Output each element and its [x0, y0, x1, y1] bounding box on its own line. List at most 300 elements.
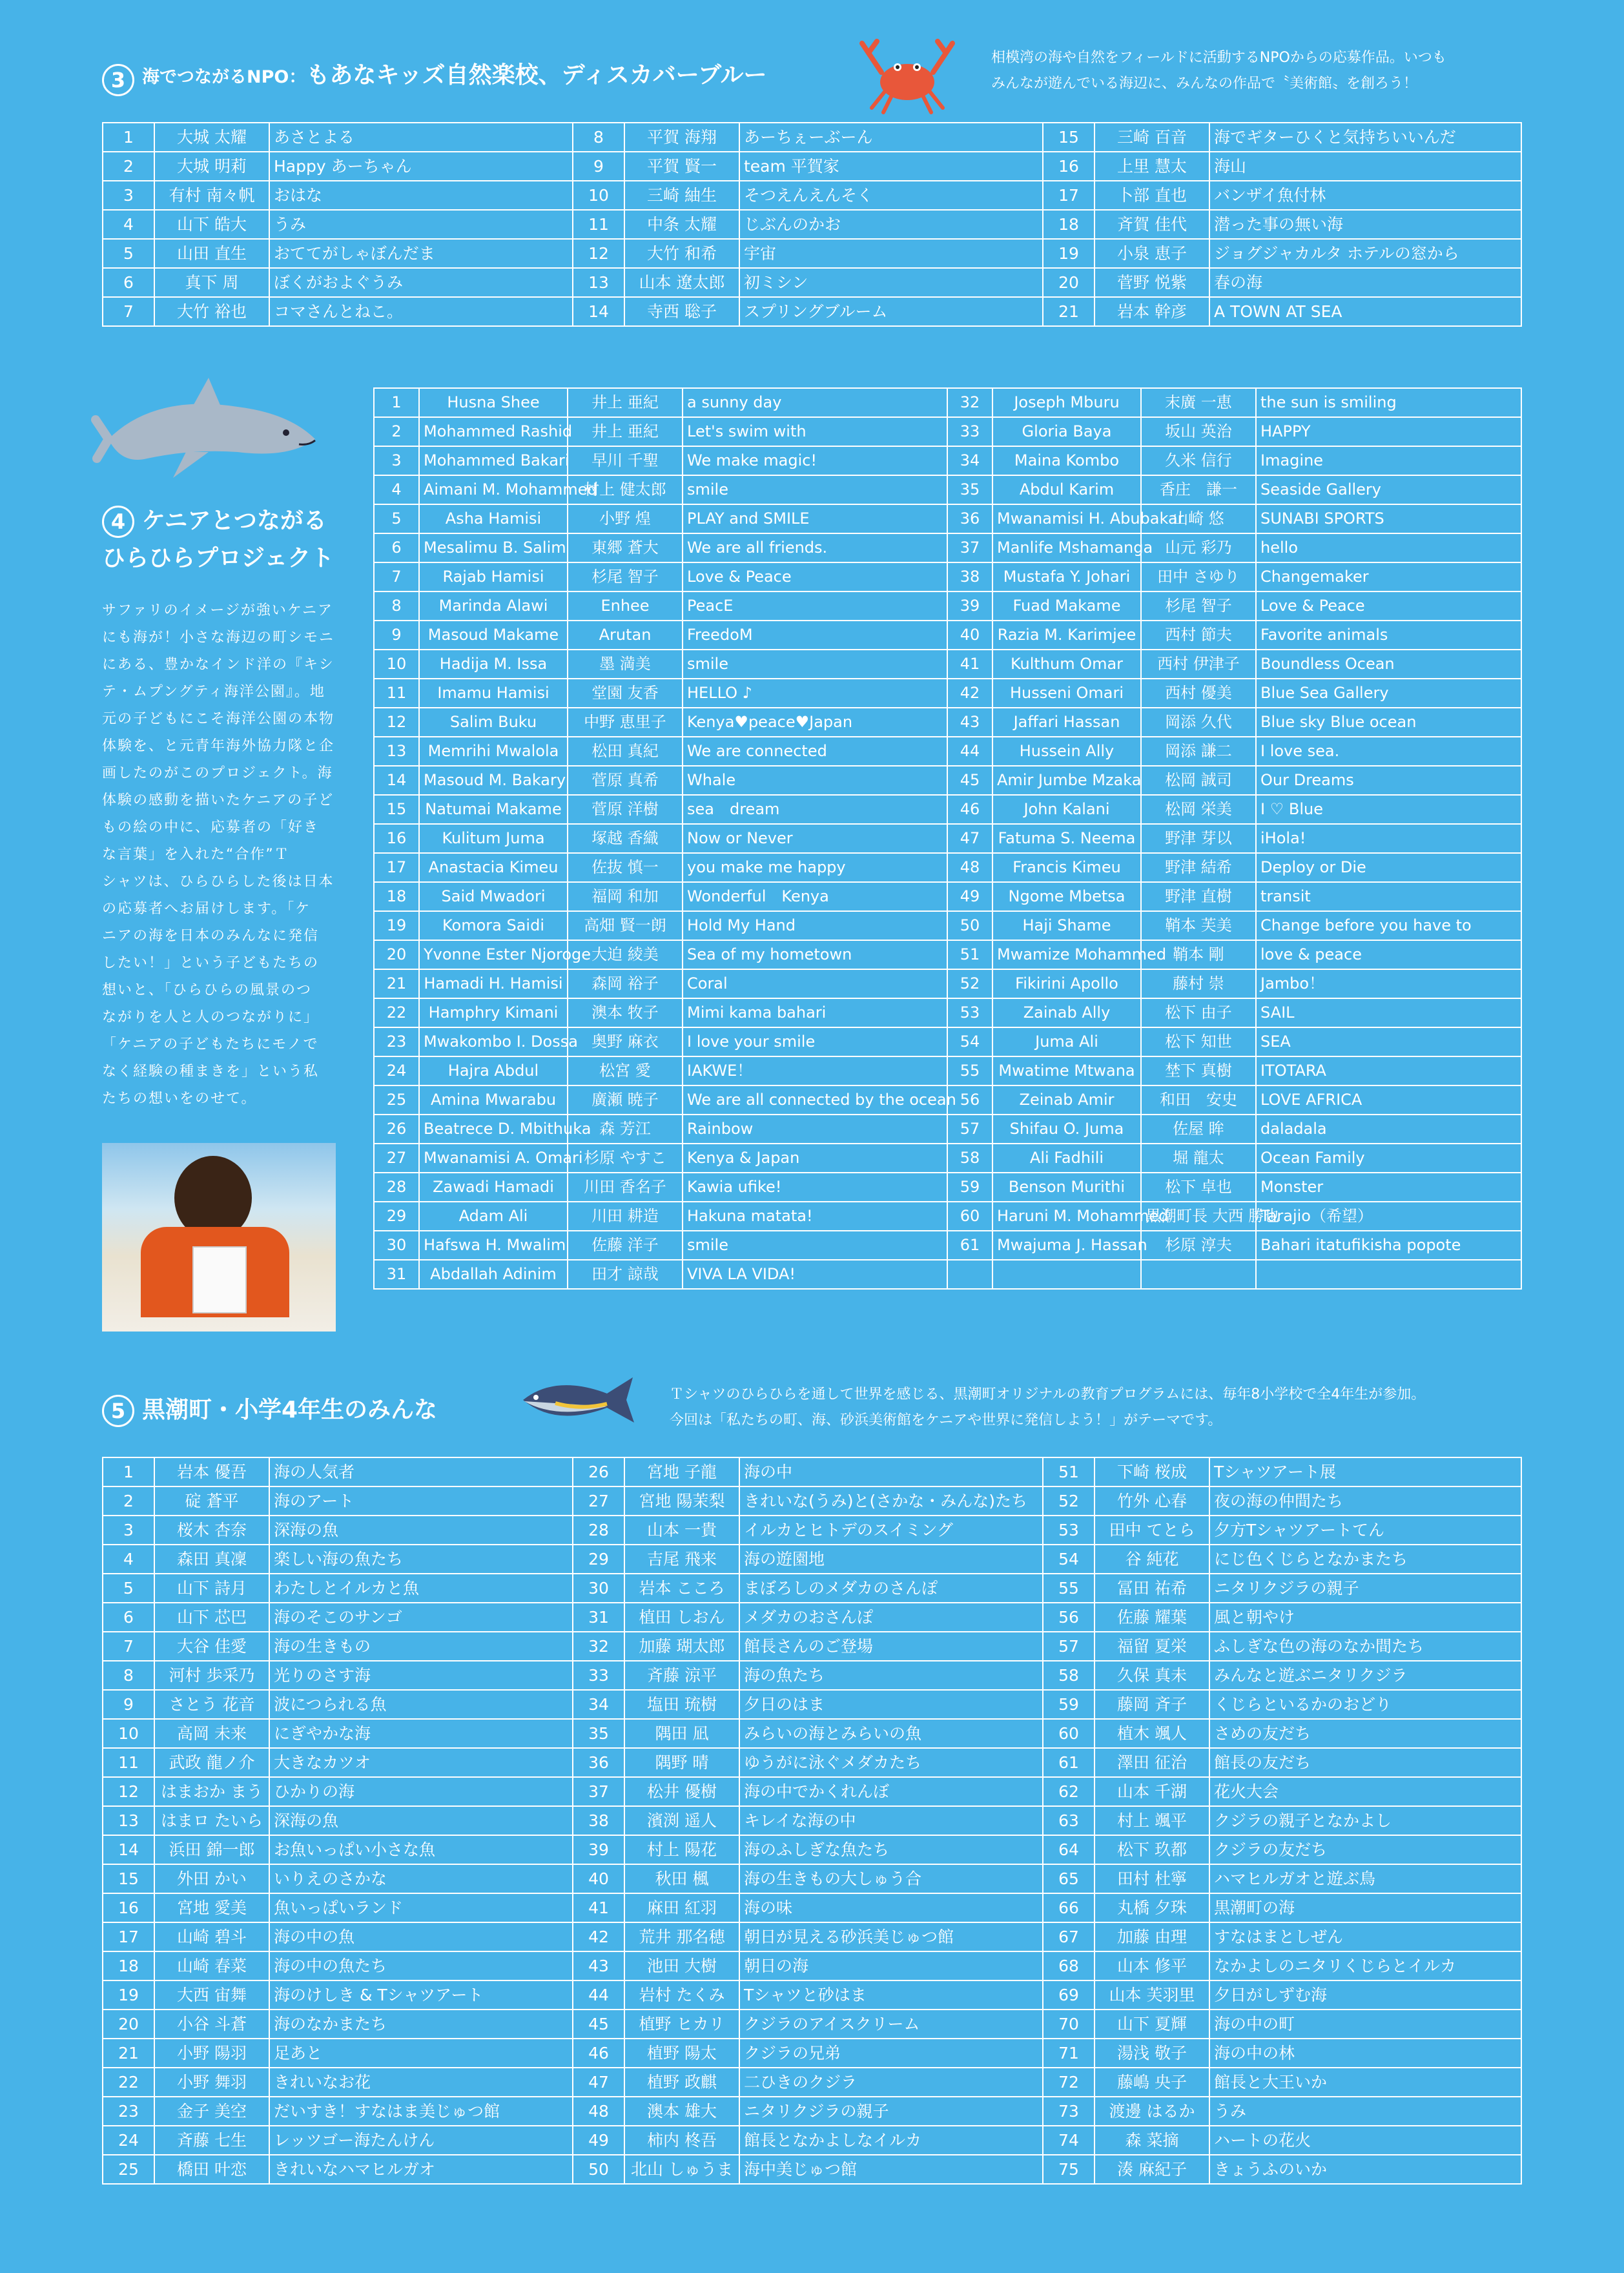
entry-name: 杉原 淳夫 [1141, 1231, 1256, 1260]
entry-number: 24 [374, 1056, 419, 1085]
entry-title: Bahari itatufikisha popote [1256, 1231, 1521, 1260]
entry-name: Kulthum Omar [992, 650, 1141, 679]
table-row [374, 475, 1521, 504]
entry-name: Zeinab Amir [992, 1085, 1141, 1115]
entry-title: 夕方Tシャツアートてん [1209, 1516, 1521, 1545]
sec3-desc-line2: みんなが遊んでいる海辺に、みんなの作品で〝美術館〟を創ろう！ [991, 76, 1418, 92]
description-line: もの絵の中に、応募者の「好き [102, 819, 320, 836]
description-line: な言葉」を入れた“合作”Ｔ [102, 847, 290, 863]
entry-number: 22 [374, 998, 419, 1027]
entry-number: 75 [1043, 2155, 1095, 2184]
entry-name: Juma Ali [992, 1027, 1141, 1056]
entry-number: 11 [573, 210, 624, 239]
description-line: 元の子どもにこそ海洋公園の本物 [102, 711, 335, 727]
sec5-number: 5 [102, 1395, 134, 1427]
entry-name: 田中 さゆり [1141, 562, 1256, 591]
entry-number: 21 [374, 969, 419, 998]
entry-title: おはな [269, 181, 573, 210]
entry-name: 大西 宙舞 [154, 1980, 269, 2010]
entry-number: 3 [374, 446, 419, 475]
entry-number: 59 [947, 1173, 992, 1202]
entry-name: 高畑 賢一朗 [568, 911, 683, 940]
entry-number: 41 [573, 1893, 624, 1922]
entry-number: 1 [374, 388, 419, 417]
entry-name: 大竹 裕也 [154, 297, 269, 326]
entry-name: 松岡 栄美 [1141, 795, 1256, 824]
entry-number: 17 [1043, 181, 1095, 210]
entry-number: 44 [573, 1980, 624, 2010]
entry-title: あさとよる [269, 123, 573, 152]
entry-number: 1 [103, 1457, 154, 1486]
table-row [103, 1922, 1521, 1951]
table-row [103, 1951, 1521, 1980]
entry-number: 62 [1043, 1777, 1095, 1806]
entry-name: Fikirini Apollo [992, 969, 1141, 998]
entry-title: レッツゴー海たんけん [269, 2126, 573, 2155]
entry-number: 64 [1043, 1835, 1095, 1864]
entry-number: 56 [947, 1085, 992, 1115]
table-row [103, 1719, 1521, 1748]
table-row [374, 998, 1521, 1027]
entry-title: わたしとイルカと魚 [269, 1574, 573, 1603]
entry-name: 松田 真紀 [568, 737, 683, 766]
table-row [374, 940, 1521, 969]
entry-title: うみ [1209, 2097, 1521, 2126]
entry-title: We are all friends. [683, 533, 947, 562]
entry-number: 39 [573, 1835, 624, 1864]
entry-name: 大谷 佳愛 [154, 1632, 269, 1661]
entry-title: FreedoM [683, 621, 947, 650]
entry-title: 夕日のはま [739, 1690, 1043, 1719]
entry-number: 74 [1043, 2126, 1095, 2155]
sec4-table [373, 387, 1522, 1290]
entry-number: 21 [1043, 297, 1095, 326]
table-row [374, 562, 1521, 591]
entry-name: 佐抜 慎一 [568, 853, 683, 882]
entry-name: Manlife Mshamanga [992, 533, 1141, 562]
entry-name: Hamphry Kimani [419, 998, 568, 1027]
entry-title: みんなと遊ぶニタリクジラ [1209, 1661, 1521, 1690]
entry-name: 佐屋 眸 [1141, 1115, 1256, 1144]
entry-title: IAKWE！ [683, 1056, 947, 1085]
entry-name: 松下 知世 [1141, 1027, 1256, 1056]
entry-number: 6 [103, 268, 154, 297]
entry-name: 岩本 こころ [624, 1574, 739, 1603]
entry-number: 35 [947, 475, 992, 504]
entry-title: VIVA LA VIDA! [683, 1260, 947, 1289]
entry-name: John Kalani [992, 795, 1141, 824]
entry-name: 松宮 愛 [568, 1056, 683, 1085]
entry-title: にじ色くじらとなかまたち [1209, 1545, 1521, 1574]
entry-number: 50 [947, 911, 992, 940]
entry-title: だいすき！すなはま美じゅつ館 [269, 2097, 573, 2126]
entry-title: I love sea. [1256, 737, 1521, 766]
entry-title: うみ [269, 210, 573, 239]
entry-number: 14 [374, 766, 419, 795]
entry-number: 40 [573, 1864, 624, 1893]
entry-name: さとう 花音 [154, 1690, 269, 1719]
entry-title: Love & Peace [1256, 591, 1521, 621]
description-line: 「ケニアの子どもたちにモノで [102, 1036, 319, 1053]
sec4-title-line1: ケニアとつながる [142, 508, 327, 534]
entry-name: 堂園 友香 [568, 679, 683, 708]
entry-name: 斉賀 佳代 [1095, 210, 1209, 239]
entry-title: 光りのさす海 [269, 1661, 573, 1690]
table-row [103, 1893, 1521, 1922]
entry-number: 9 [573, 152, 624, 181]
sec4-heading [102, 502, 334, 577]
entry-name: Marinda Alawi [419, 591, 568, 621]
entry-title: Kawia ufike! [683, 1173, 947, 1202]
entry-name: 丸橋 夕珠 [1095, 1893, 1209, 1922]
entry-name: 澳本 牧子 [568, 998, 683, 1027]
entry-title: クジラの友だち [1209, 1835, 1521, 1864]
entry-name: 川田 耕造 [568, 1202, 683, 1231]
entry-title: 海でギターひくと気持ちいいんだ [1209, 123, 1521, 152]
entry-number: 38 [947, 562, 992, 591]
entry-name: Fatuma S. Neema [992, 824, 1141, 853]
table-row [374, 1173, 1521, 1202]
entry-number: 34 [573, 1690, 624, 1719]
entry-name: 藤嶋 央子 [1095, 2068, 1209, 2097]
entry-name: Abdul Karim [992, 475, 1141, 504]
entry-title: team 平賀家 [739, 152, 1043, 181]
entry-name: 外田 かい [154, 1864, 269, 1893]
entry-name: 大迫 綾美 [568, 940, 683, 969]
entry-title: PLAY and SMILE [683, 504, 947, 533]
entry-name: 塚越 香織 [568, 824, 683, 853]
entry-number: 49 [573, 2126, 624, 2155]
table-row [374, 591, 1521, 621]
entry-title: SEA [1256, 1027, 1521, 1056]
table-row [103, 2126, 1521, 2155]
table-row [374, 824, 1521, 853]
entry-number: 14 [573, 297, 624, 326]
table-row [374, 679, 1521, 708]
entry-title: Changemaker [1256, 562, 1521, 591]
description-line: ニアの海を日本のみんなに発信 [102, 928, 320, 944]
entry-number: 63 [1043, 1806, 1095, 1835]
entry-number: 41 [947, 650, 992, 679]
entry-name: 末廣 一恵 [1141, 388, 1256, 417]
entry-title: Blue Sea Gallery [1256, 679, 1521, 708]
entry-number: 46 [947, 795, 992, 824]
entry-name: 吉尾 飛来 [624, 1545, 739, 1574]
table-row [103, 2039, 1521, 2068]
entry-name: Ali Fadhili [992, 1144, 1141, 1173]
entry-name: 鞘本 剛 [1141, 940, 1256, 969]
entry-name: Mwanamisi A. Omari [419, 1144, 568, 1173]
table-row [374, 1056, 1521, 1085]
entry-name: Hajra Abdul [419, 1056, 568, 1085]
entry-name: 平賀 賢一 [624, 152, 739, 181]
description-line: 想いと、「ひらひらの風景のつ [102, 982, 313, 998]
entry-number: 58 [947, 1144, 992, 1173]
entry-title: すなはまとしぜん [1209, 1922, 1521, 1951]
description-line: なく経験の種まきを」という私 [102, 1064, 320, 1080]
entry-name: Mustafa Y. Johari [992, 562, 1141, 591]
entry-name: 井上 亜紀 [568, 417, 683, 446]
sec5-title: 黒潮町・小学4年生のみんな [142, 1397, 438, 1423]
entry-name: Jaffari Hassan [992, 708, 1141, 737]
entry-name: 福岡 和加 [568, 882, 683, 911]
entry-name: Zawadi Hamadi [419, 1173, 568, 1202]
entry-number: 36 [947, 504, 992, 533]
entry-title: ゆうがに泳ぐメダカたち [739, 1748, 1043, 1777]
entry-number: 52 [947, 969, 992, 998]
table-row [103, 1777, 1521, 1806]
entry-number: 49 [947, 882, 992, 911]
entry-name: Asha Hamisi [419, 504, 568, 533]
entry-name: 西村 節夫 [1141, 621, 1256, 650]
entry-name: 田才 諒哉 [568, 1260, 683, 1289]
entry-title: 海の人気者 [269, 1457, 573, 1486]
entry-number: 61 [947, 1231, 992, 1260]
entry-number: 26 [374, 1115, 419, 1144]
entry-name: 湊 麻紀子 [1095, 2155, 1209, 2184]
table-row [374, 1231, 1521, 1260]
entry-name: 福留 夏栄 [1095, 1632, 1209, 1661]
entry-title: Imagine [1256, 446, 1521, 475]
entry-name: 山下 夏輝 [1095, 2010, 1209, 2039]
entry-title: Tarajio（希望） [1256, 1202, 1521, 1231]
entry-name: 小野 陽羽 [154, 2039, 269, 2068]
entry-title: みらいの海とみらいの魚 [739, 1719, 1043, 1748]
entry-name: Haji Shame [992, 911, 1141, 940]
entry-number: 18 [374, 882, 419, 911]
entry-title: スプリングブルーム [739, 297, 1043, 326]
entry-name: Haruni M. Mohammed [992, 1202, 1141, 1231]
entry-number: 72 [1043, 2068, 1095, 2097]
table-row [103, 123, 1521, 152]
entry-name: 澤田 征治 [1095, 1748, 1209, 1777]
entry-name: 真下 周 [154, 268, 269, 297]
entry-title: I ♡ Blue [1256, 795, 1521, 824]
entry-name: Masoud Makame [419, 621, 568, 650]
description-line: ながりを人と人のつながりに」 [102, 1009, 320, 1025]
entry-number: 21 [103, 2039, 154, 2068]
entry-number: 45 [947, 766, 992, 795]
entry-name: Enhee [568, 591, 683, 621]
table-row [103, 2068, 1521, 2097]
entry-number: 8 [573, 123, 624, 152]
entry-title: 波につられる魚 [269, 1690, 573, 1719]
entry-name: 植野 政麒 [624, 2068, 739, 2097]
entry-name: 河村 歩采乃 [154, 1661, 269, 1690]
entry-number: 18 [1043, 210, 1095, 239]
entry-title: 春の海 [1209, 268, 1521, 297]
entry-name: 森田 真凜 [154, 1545, 269, 1574]
entry-title: 海の中の林 [1209, 2039, 1521, 2068]
entry-title: Blue sky Blue ocean [1256, 708, 1521, 737]
entry-number: 44 [947, 737, 992, 766]
table-row [103, 1835, 1521, 1864]
table-row [374, 1115, 1521, 1144]
entry-number: 23 [374, 1027, 419, 1056]
entry-title: お魚いっぱい小さな魚 [269, 1835, 573, 1864]
description-line: 体験の感動を描いたケニアの子ど [102, 792, 334, 808]
entry-number: 19 [374, 911, 419, 940]
entry-name: 坂山 英治 [1141, 417, 1256, 446]
entry-title: ITOTARA [1256, 1056, 1521, 1085]
entry-title: クジラの兄弟 [739, 2039, 1043, 2068]
fish-illustration [517, 1368, 639, 1432]
entry-name: 宮地 愛美 [154, 1893, 269, 1922]
entry-name: Aimani M. Mohammed [419, 475, 568, 504]
entry-title: smile [683, 1231, 947, 1260]
entry-number: 32 [573, 1632, 624, 1661]
entry-name: 田村 杜寧 [1095, 1864, 1209, 1893]
entry-title: きれいなハマヒルガオ [269, 2155, 573, 2184]
kenya-child-photo [102, 1143, 336, 1332]
entry-number: 12 [573, 239, 624, 268]
entry-title: 夕日がしずむ海 [1209, 1980, 1521, 2010]
entry-title: 海のけしき & Tシャツアート [269, 1980, 573, 2010]
entry-name: Kulitum Juma [419, 824, 568, 853]
entry-name: 墨 満美 [568, 650, 683, 679]
entry-title: 海の生きもの大しゅう合 [739, 1864, 1043, 1893]
entry-number: 16 [1043, 152, 1095, 181]
entry-title: きれいなお花 [269, 2068, 573, 2097]
entry-name: 隅野 晴 [624, 1748, 739, 1777]
entry-name: Joseph Mburu [992, 388, 1141, 417]
entry-title: Hold My Hand [683, 911, 947, 940]
entry-number: 11 [374, 679, 419, 708]
entry-number: 7 [374, 562, 419, 591]
entry-number: 3 [103, 1516, 154, 1545]
entry-number: 51 [947, 940, 992, 969]
entry-title: 宇宙 [739, 239, 1043, 268]
table-row [103, 1457, 1521, 1486]
entry-number: 43 [573, 1951, 624, 1980]
table-row [374, 533, 1521, 562]
table-row [103, 1603, 1521, 1632]
entry-number: 17 [103, 1922, 154, 1951]
entry-title: a sunny day [683, 388, 947, 417]
description-line: の応募者へお届けします。「ケ [102, 901, 311, 917]
table-row [103, 1806, 1521, 1835]
entry-name: Mwanamisi H. Abubakar [992, 504, 1141, 533]
entry-name: 岡添 久代 [1141, 708, 1256, 737]
entry-number: 20 [103, 2010, 154, 2039]
entry-number: 12 [103, 1777, 154, 1806]
entry-name: 中条 太耀 [624, 210, 739, 239]
entry-title: Monster [1256, 1173, 1521, 1202]
entry-name: 堀 龍太 [1141, 1144, 1256, 1173]
sec5-heading [102, 1392, 437, 1427]
entry-name: 岩本 幹彦 [1095, 297, 1209, 326]
entry-title: ニタリクジラの親子 [739, 2097, 1043, 2126]
entry-number: 12 [374, 708, 419, 737]
entry-name [992, 1260, 1141, 1289]
entry-number: 45 [573, 2010, 624, 2039]
entry-number: 47 [573, 2068, 624, 2097]
entry-name: Natumai Makame [419, 795, 568, 824]
entry-number: 28 [573, 1516, 624, 1545]
entry-title: 楽しい海の魚たち [269, 1545, 573, 1574]
entry-title: 館長となかよしなイルカ [739, 2126, 1043, 2155]
entry-title: A TOWN AT SEA [1209, 297, 1521, 326]
entry-title: HAPPY [1256, 417, 1521, 446]
entry-title: ふしぎな色の海のなか間たち [1209, 1632, 1521, 1661]
entry-title: 夜の海の仲間たち [1209, 1486, 1521, 1516]
entry-number: 53 [947, 998, 992, 1027]
entry-name: 山田 直生 [154, 239, 269, 268]
entry-name: 山崎 碧斗 [154, 1922, 269, 1951]
entry-title: Boundless Ocean [1256, 650, 1521, 679]
entry-title: HELLO ♪ [683, 679, 947, 708]
entry-title: 海の味 [739, 1893, 1043, 1922]
entry-name [1141, 1260, 1256, 1289]
entry-title: 深海の魚 [269, 1516, 573, 1545]
entry-title: 朝日が見える砂浜美じゅつ館 [739, 1922, 1043, 1951]
entry-number: 22 [103, 2068, 154, 2097]
entry-name: Imamu Hamisi [419, 679, 568, 708]
entry-name: 宮地 子龍 [624, 1457, 739, 1486]
entry-name: Salim Buku [419, 708, 568, 737]
entry-name: 植田 しおん [624, 1603, 739, 1632]
entry-name: 山下 詩月 [154, 1574, 269, 1603]
entry-title: Mimi kama bahari [683, 998, 947, 1027]
entry-title: 足あと [269, 2039, 573, 2068]
entry-name: 寺西 聡子 [624, 297, 739, 326]
sec3-title-small: 海でつながるNPO： [142, 67, 307, 87]
entry-number: 13 [573, 268, 624, 297]
entry-number: 69 [1043, 1980, 1095, 2010]
entry-title: Favorite animals [1256, 621, 1521, 650]
entry-title: 海の中の魚たち [269, 1951, 573, 1980]
entry-number: 57 [1043, 1632, 1095, 1661]
sec3-number: 3 [102, 64, 134, 96]
entry-name: 山下 芯巴 [154, 1603, 269, 1632]
table-row [103, 181, 1521, 210]
entry-name: Hamadi H. Hamisi [419, 969, 568, 998]
entry-number: 25 [103, 2155, 154, 2184]
entry-name: 東郷 蒼大 [568, 533, 683, 562]
entry-name: 山本 修平 [1095, 1951, 1209, 1980]
entry-title: ハートの花火 [1209, 2126, 1521, 2155]
entry-number: 50 [573, 2155, 624, 2184]
table-row [374, 708, 1521, 737]
entry-title: おててがしゃぼんだま [269, 239, 573, 268]
entry-name: 岩本 優吾 [154, 1457, 269, 1486]
entry-name: 植野 ヒカリ [624, 2010, 739, 2039]
entry-number: 15 [1043, 123, 1095, 152]
entry-name: 廣瀬 暁子 [568, 1085, 683, 1115]
entry-name: 小野 舞羽 [154, 2068, 269, 2097]
entry-number: 73 [1043, 2097, 1095, 2126]
entry-title: 深海の魚 [269, 1806, 573, 1835]
description-line: 体験を、と元青年海外協力隊と企 [102, 738, 335, 754]
entry-name: 橋田 叶恋 [154, 2155, 269, 2184]
entry-name: 池田 大樹 [624, 1951, 739, 1980]
entry-number: 11 [103, 1748, 154, 1777]
entry-title: メダカのおさんぽ [739, 1603, 1043, 1632]
entry-name: 湯浅 敬子 [1095, 2039, 1209, 2068]
entry-title: Love & Peace [683, 562, 947, 591]
entry-title: 初ミシン [739, 268, 1043, 297]
entry-title: 海の中の町 [1209, 2010, 1521, 2039]
entry-number: 2 [374, 417, 419, 446]
entry-number: 5 [103, 1574, 154, 1603]
entry-title: We make magic! [683, 446, 947, 475]
entry-name: 村上 健太郎 [568, 475, 683, 504]
entry-number: 2 [103, 152, 154, 181]
entry-name: 秋田 楓 [624, 1864, 739, 1893]
entry-title: なかよしのニタリくじらとイルカ [1209, 1951, 1521, 1980]
entry-number: 1 [103, 123, 154, 152]
entry-name: Mwakombo I. Dossa [419, 1027, 568, 1056]
